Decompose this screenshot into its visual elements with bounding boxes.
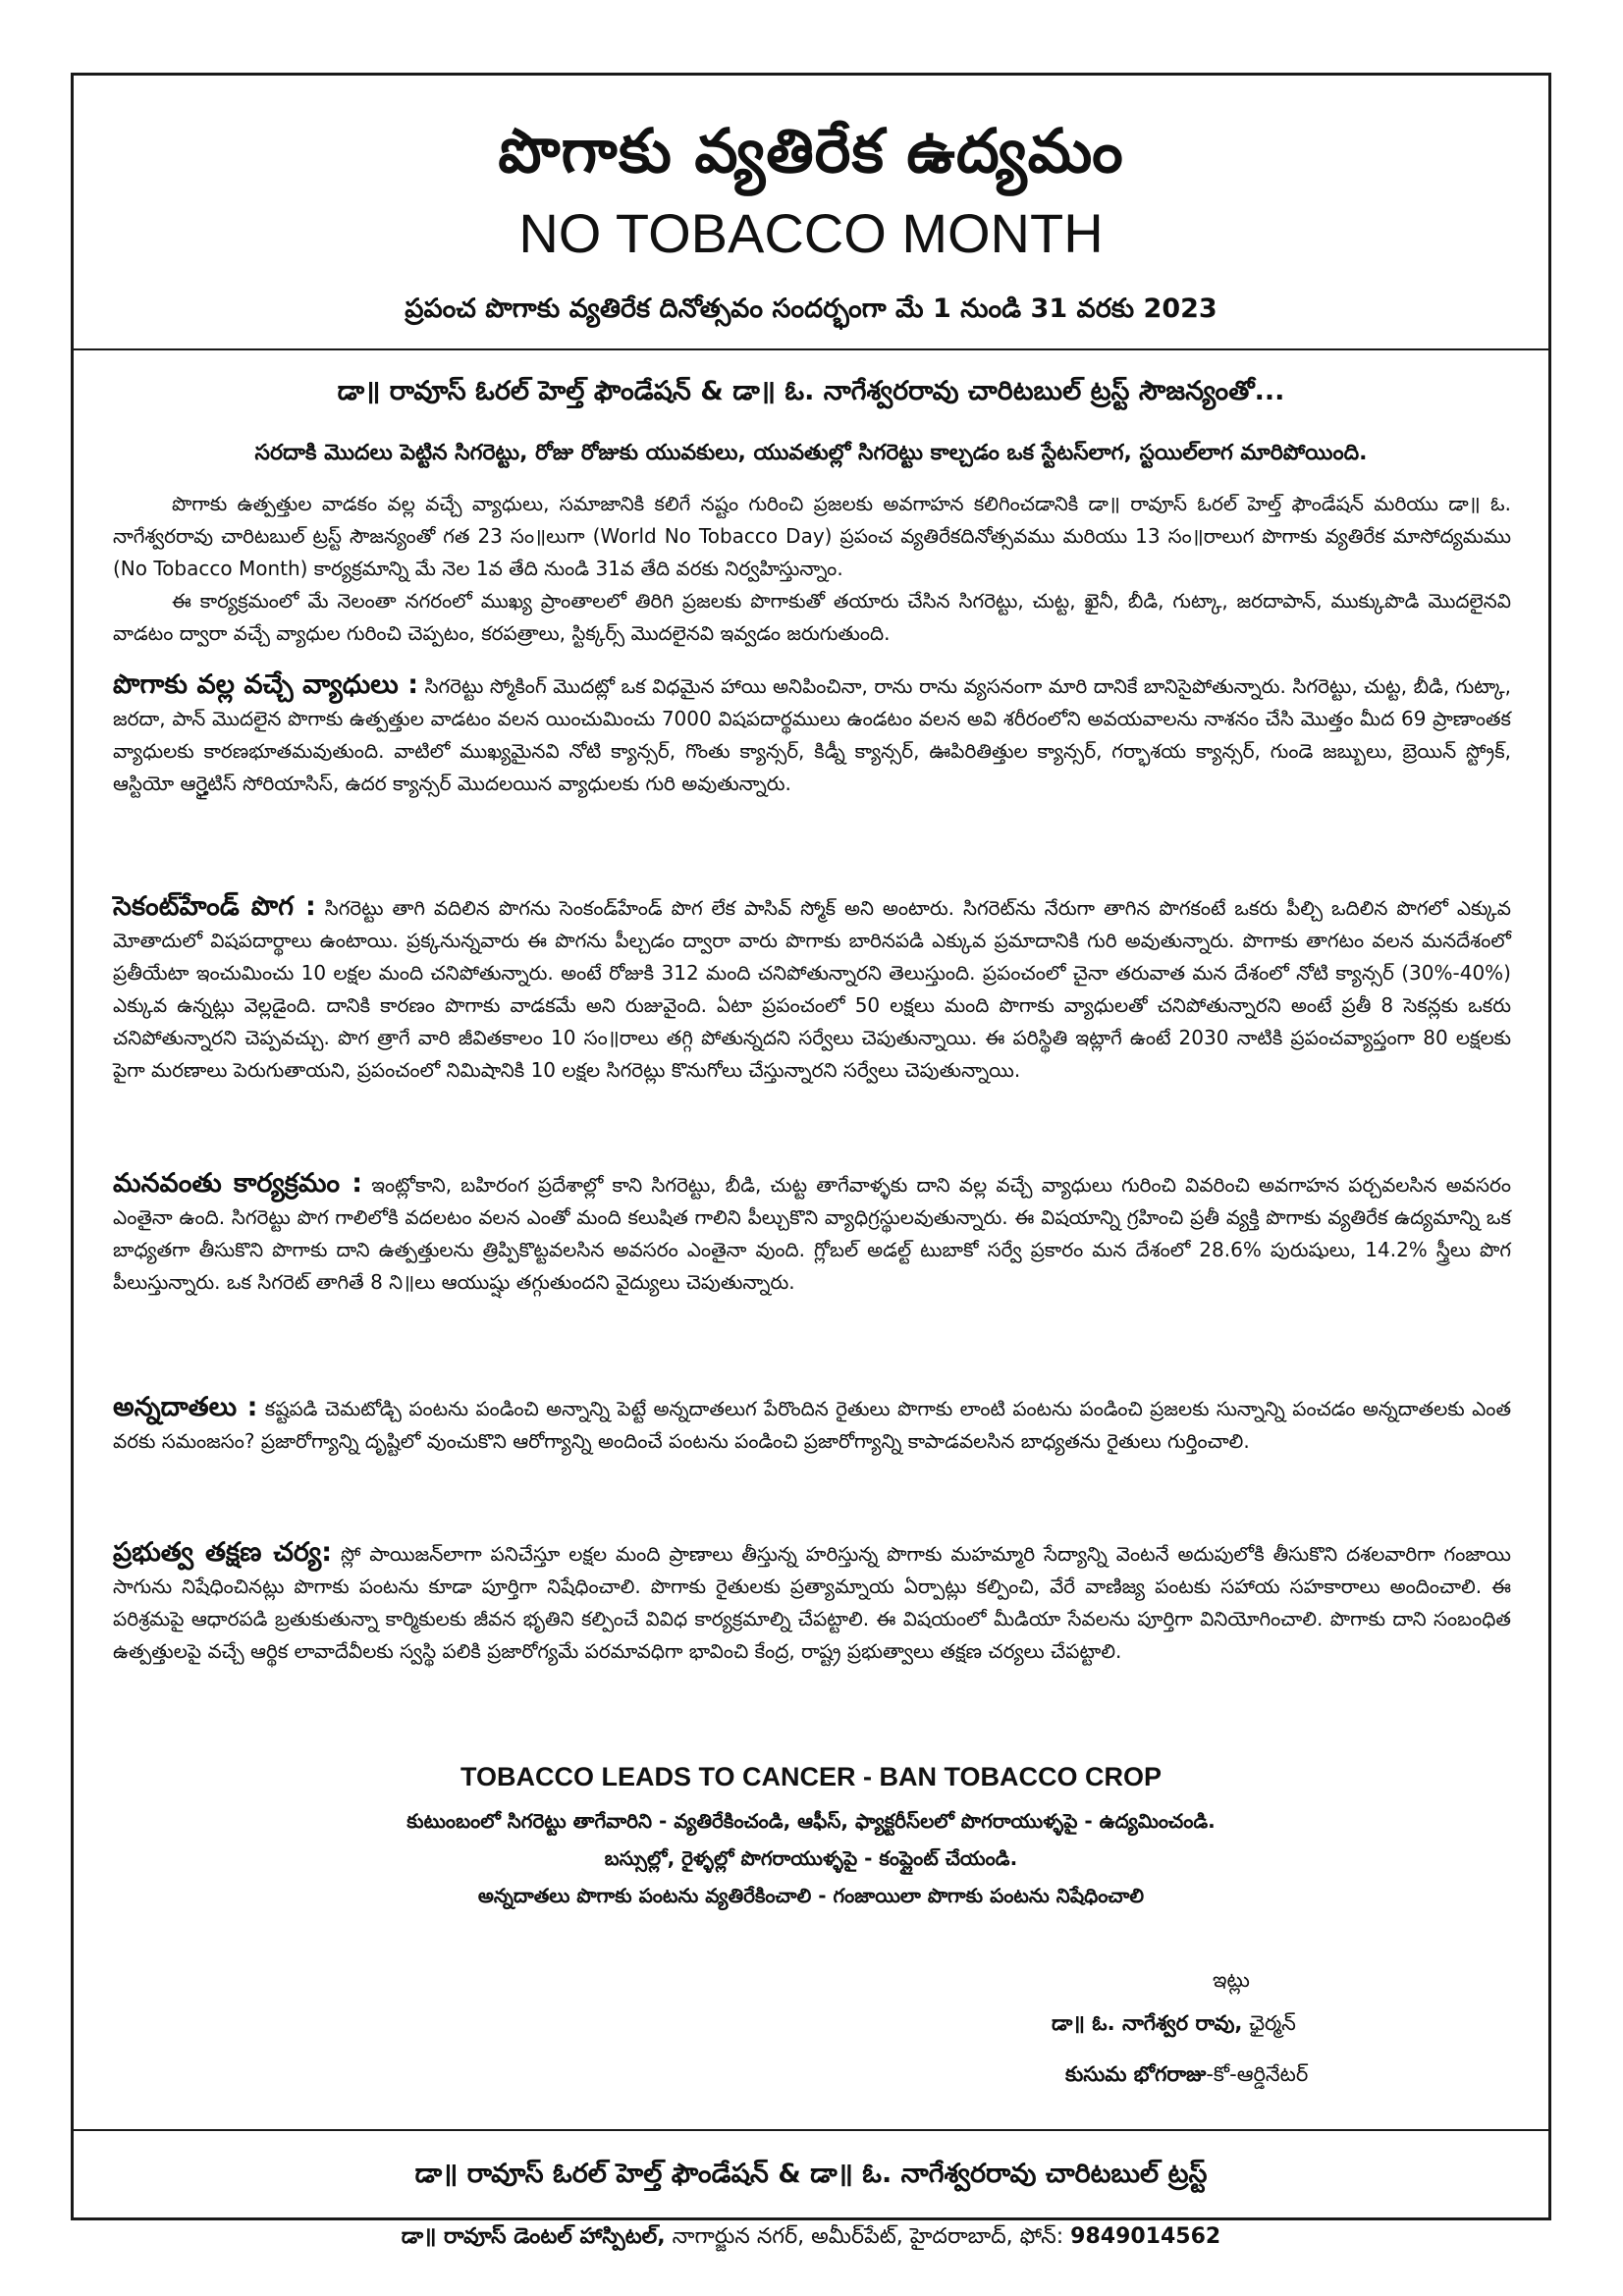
signature-itlu: ఇట్లు xyxy=(1213,1968,1250,1992)
header-divider xyxy=(71,348,1551,350)
section-body: సిగరెట్టు తాగి వదిలిన పొగను సెంకండ్‌హేండ్ పొగ లేక పాసివ్ స్మోక్ అని అంటారు. సిగరెట్‌ను నేరుగా తాగిన పొగకంటే ఒకరు పీల్చి ఒదిలిన పొగలో ఎక్కువ మోతాదులో విషపదార్థాలు ఉంటాయి. ప్రక్కనున్నవారు ఈ పొగను పీల్చడం ద్వారా వారు పొగాకు బారినపడి ఎక్కువ ప్రమాదానికి గురి అవుతున్నారు. పొగాకు తాగటం వలన మనదేశంలో ప్రతీయేటా ఇంచుమించు 10 లక్షల మంది చనిపోతున్నారు. అంటే రోజుకి 312 మంది చనిపోతున్నారని తెలుస్తుంది. ప్రపంచంలో చైనా తరువాత మన దేశంలో నోటి క్యాన్సర్ (30%-40%) ఎక్కువ ఉన్నట్లు వెల్లడైంది. దానికి కారణం పొగాకు వాడకమే అని రుజువైంది. ఏటా ప్రపంచంలో 50 లక్షలు మంది పొగాకు వ్యాధులతో చనిపోతున్నారని అంటే ప్రతీ 8 సెకన్లకు ఒకరు చనిపోతున్నారని చెప్పవచ్చు. పొగ త్రాగే వారి జీవితకాలం 10 సం॥రాలు తగ్గి పోతున్నదని సర్వేలు చెపుతున్నాయి. ఈ పరిస్థితి ఇట్లాగే ఉంటే 2030 నాటికి ప్రపంచవ్యాప్తంగా 80 లక్షలకు పైగా మరణాలు పెరుగుతాయని, ప్రపంచంలో నిమిషానికి 10 లక్షల సిగరెట్లు కొనుగోలు చేస్తున్నారని సర్వేలు చెపుతున్నాయి. xyxy=(113,896,1511,1082)
section-heading: పొగాకు వల్ల వచ్చే వ్యాధులు : xyxy=(113,669,419,700)
section-secondhand-smoke xyxy=(113,890,1511,1087)
courtesy-line: డా॥ రావూస్ ఓరల్ హెల్త్ ఫౌండేషన్ & డా॥ ఓ. నాగేశ్వరరావు చారిటబుల్ ట్రస్ట్ సౌజన్యంతో... xyxy=(337,376,1285,406)
signature-line-2 xyxy=(1065,2062,1308,2092)
title-telugu: పొగాకు వ్యతిరేక ఉద్యమం xyxy=(498,115,1124,187)
date-line: ప్రపంచ పొగాకు వ్యతిరేక దినోత్సవం సందర్భంగా మే 1 నుండి 31 వరకు 2023 xyxy=(405,294,1217,324)
intro-section xyxy=(113,488,1511,650)
footer-organization: డా॥ రావూస్ ఓరల్ హెల్త్ ఫౌండేషన్ & డా॥ ఓ. నాగేశ్వరరావు చారిటబుల్ ట్రస్ట్ xyxy=(414,2159,1208,2189)
slogan-english: TOBACCO LEADS TO CANCER - BAN TOBACCO CROP xyxy=(460,1762,1163,1791)
footer-phone: 9849014562 xyxy=(1070,2224,1221,2249)
slogan-line-2: బస్సుల్లో, రైళ్ళల్లో పొగరాయుళ్ళపై - కంప్లైంట్ చేయండి. xyxy=(604,1846,1018,1870)
signature-name-2: కుసుమ భోగరాజు xyxy=(1065,2062,1207,2086)
footer-divider xyxy=(71,2129,1551,2131)
intro-paragraph-2: ఈ కార్యక్రమంలో మే నెలంతా నగరంలో ముఖ్య ప్రాంతాలలో తిరిగి ప్రజలకు పొగాకుతో తయారు చేసిన సిగరెట్టు, చుట్ట, ఖైనీ, బీడి, గుట్కా, జరదాపాన్, ముక్కుపొడి మొదలైనవి వాడటం ద్వారా వచ్చే వ్యాధుల గురించి చెప్పటం, కరపత్రాలు, స్టిక్కర్స్ మొదలైనవి ఇవ్వడం జరుగుతుంది. xyxy=(113,589,1511,645)
section-diseases xyxy=(113,668,1511,800)
signature-name-1: డా॥ ఓ. నాగేశ్వర రావు, xyxy=(1052,2011,1243,2035)
section-body: స్లో పాయిజన్‌లాగా పనిచేస్తూ లక్షల మంది ప్రాణాలు తీస్తున్న హరిస్తున్న పొగాకు మహమ్మారి సేద్యాన్ని వెంటనే అదుపులోకి తీసుకొని దశలవారిగా గంజాయి సాగును నిషేధించినట్లు పొగాకు పంటను కూడా పూర్తిగా నిషేధించాలి. పొగాకు రైతులకు ప్రత్యామ్నాయ ఏర్పాట్లు కల్పించి, వేరే వాణిజ్య పంటకు సహాయ సహకారాలు అందించాలి. ఈ పరిశ్రమపై ఆధారపడి బ్రతుకుతున్నా కార్మికులకు జీవన భృతిని కల్పించే వివిధ కార్యక్రమాల్ని చేపట్టాలి. ఈ విషయంలో మీడియా సేవలను పూర్తిగా వినియోగించాలి. పొగాకు దాని సంబంధిత ఉత్పత్తులపై వచ్చే ఆర్థిక లావాదేవీలకు స్వస్థి పలికి ప్రజారోగ్యమే పరమావధిగా భావించి కేంద్ర, రాష్ట్ర ప్రభుత్వాలు తక్షణ చర్యలు చేపట్టాలి. xyxy=(113,1542,1511,1663)
title-english: NO TOBACCO MONTH xyxy=(518,202,1104,264)
signature-role-2: -కో-ఆర్డినేటర్ xyxy=(1206,2062,1309,2086)
section-body: సిగరెట్టు స్మోకింగ్ మొదట్లో ఒక విధమైన హాయి అనిపించినా, రాను రాను వ్యసనంగా మారి దానికే బానిసైపోతున్నారు. సిగరెట్టు, చుట్ట, బీడి, గుట్కా, జరదా, పాన్ మొదలైన పొగాకు ఉత్పత్తుల వాడటం వలన యించుమించు 7000 విషపదార్థములు ఉండటం వలన అవి శరీరంలోని అవయవాలను నాశనం చేసి మొత్తం మీద 69 ప్రాణాంతక వ్యాధులకు కారణభూతమవుతుంది. వాటిలో ముఖ్యమైనవి నోటి క్యాన్సర్, గొంతు క్యాన్సర్, కిడ్నీ క్యాన్సర్, ఊపిరితిత్తుల క్యాన్సర్, గర్భాశయ క్యాన్సర్, గుండె జబ్బులు, బ్రెయిన్ స్ట్రోక్, ఆస్టియో ఆర్త్రైటిస్ సోరియాసిస్, ఉదర క్యాన్సర్ మొదలయిన వ్యాధులకు గురి అవుతున్నారు. xyxy=(113,674,1511,795)
section-government-action xyxy=(113,1536,1511,1668)
section-heading: అన్నదాతలు : xyxy=(113,1392,258,1422)
signature-role-1: ఛైర్మన్ xyxy=(1249,2011,1296,2035)
lead-line: సరదాకి మొదలు పెట్టిన సిగరెట్టు, రోజు రోజుకు యువకులు, యువతుల్లో సిగరెట్టు కాల్చడం ఒక స్టేటస్‌లాగ, స్టయిల్‌లాగ మారిపోయింది. xyxy=(254,441,1368,465)
signature-line-1 xyxy=(1052,2011,1296,2041)
section-heading: ప్రభుత్వ తక్షణ చర్య: xyxy=(113,1537,333,1568)
section-heading: సెకంట్‌హేండ్ పొగ : xyxy=(113,891,316,922)
section-body: కష్టపడి చెమటోడ్చి పంటను పండించి అన్నాన్ని పెట్టే అన్నదాతలుగ పేరొందిన రైతులు పొగాకు లాంటి పంటను పండించి ప్రజలకు సున్నాన్ని పంచడం అన్నదాతలకు ఎంత వరకు సమంజసం? ప్రజారోగ్యాన్ని దృష్టిలో వుంచుకొని ఆరోగ్యాన్ని అందించే పంటను పండించి ప్రజారోగ్యాన్ని కాపాడవలసిన బాధ్యతను రైతులు గుర్తించాలి. xyxy=(113,1397,1512,1453)
section-our-part xyxy=(113,1167,1511,1299)
section-body: ఇంట్లోకాని, బహిరంగ ప్రదేశాల్లో కాని సిగరెట్టు, బీడి, చుట్ట తాగేవాళ్ళకు దాని వల్ల వచ్చే వ్యాధులు గురించి వివరించి అవగాహన పర్చవలసిన అవసరం ఎంతైనా ఉంది. సిగరెట్టు పొగ గాలిలోకి వదలటం వలన ఎంతో మంది కలుషిత గాలిని పీల్చుకొని వ్యాధిగ్రస్థులవుతున్నారు. ఈ విషయాన్ని గ్రహించి ప్రతీ వ్యక్తి పొగాకు వ్యతిరేక ఉద్యమాన్ని ఒక బాధ్యతగా తీసుకొని పొగాకు దాని ఉత్పత్తులను త్రిప్పికొట్టవలసిన అవసరం ఎంతైనా వుంది. గ్లోబల్ అడల్ట్ టుబాకో సర్వే ప్రకారం మన దేశంలో 28.6% పురుషులు, 14.2% స్త్రీలు పొగ పీలుస్తున్నారు. ఒక సిగరెట్ తాగితే 8 ని॥లు ఆయుష్షు తగ్గుతుందని వైద్యులు చెపుతున్నారు. xyxy=(113,1173,1511,1294)
footer-address: నాగార్జున నగర్, అమీర్‌పేట్, హైదరాబాద్, ఫోన్: xyxy=(672,2224,1064,2249)
footer-hospital: డా॥ రావూస్ డెంటల్ హాస్పిటల్, xyxy=(401,2224,666,2249)
footer-address-line xyxy=(74,2224,1548,2254)
slogan-line-1: కుటుంబంలో సిగరెట్టు తాగేవారిని - వ్యతిరేకించండి, ఆఫీస్, ఫ్యాక్టరీస్‌లలో పొగరాయుళ్ళపై - ఉద్యమించండి. xyxy=(406,1809,1216,1833)
section-farmers xyxy=(113,1391,1511,1458)
section-heading: మనవంతు కార్యక్రమం : xyxy=(113,1168,363,1199)
slogans-block xyxy=(74,1762,1548,1914)
intro-paragraph-1: పొగాకు ఉత్పత్తుల వాడకం వల్ల వచ్చే వ్యాధులు, సమాజానికి కలిగే నష్టం గురించి ప్రజలకు అవగాహన కలిగించడానికి డా॥ రావూస్ ఓరల్ హెల్త్ ఫౌండేషన్ మరియు డా॥ ఓ. నాగేశ్వరరావు చారిటబుల్ ట్రస్ట్ సౌజన్యంతో గత 23 సం॥లుగా (World No Tobacco Day) ప్రపంచ వ్యతిరేకదినోత్సవము మరియు 13 సం॥రాలుగ పొగాకు వ్యతిరేక మాసోద్యమము (No Tobacco Month) కార్యక్రమాన్ని మే నెల 1వ తేది నుండి 31వ తేది వరకు నిర్వహిస్తున్నాం. xyxy=(113,492,1511,580)
document-frame xyxy=(71,73,1551,2249)
slogan-line-3: అన్నదాతలు పొగాకు పంటను వ్యతిరేకించాలి - గంజాయిలా పొగాకు పంటను నిషేధించాలి xyxy=(477,1884,1145,1907)
